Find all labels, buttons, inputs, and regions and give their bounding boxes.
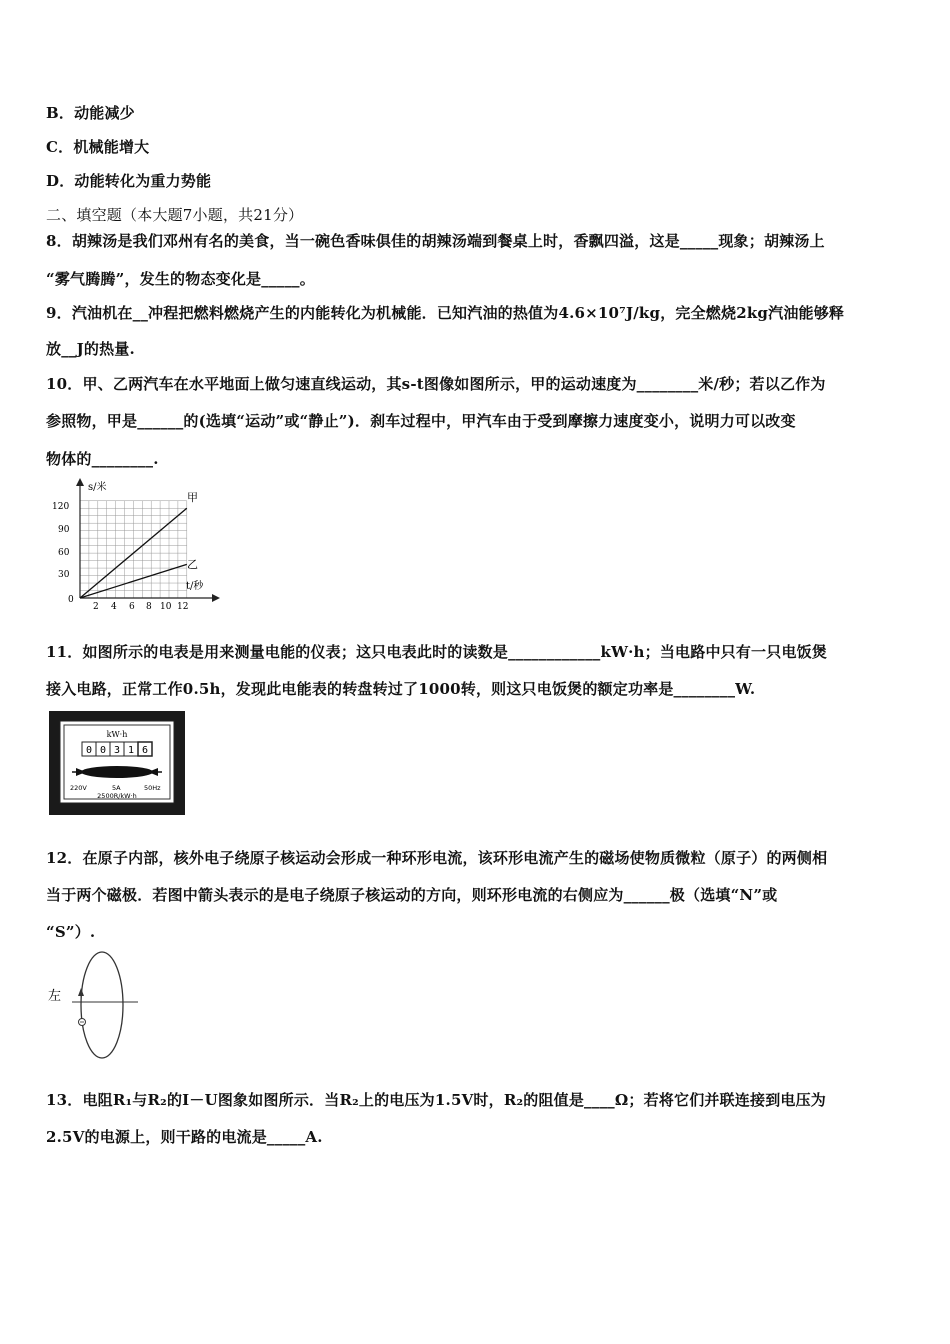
y-axis-arrow (76, 478, 84, 486)
meter-counter (82, 742, 152, 756)
meter-digit: 0 (99, 745, 107, 756)
question-12-line-3: “S”）. (46, 923, 96, 941)
meter-digit: 0 (85, 745, 93, 756)
section-heading: 二、填空题（本大题7小题，共21分） (46, 206, 304, 224)
x-axis-arrow (212, 594, 220, 602)
question-13-line-2: 2.5V的电源上，则干路的电流是_____A. (46, 1128, 323, 1146)
meter-current: 5A (112, 784, 121, 792)
question-10-line-2: 参照物，甲是______的(选填“运动”或“静止”)．刹车过程中，甲汽车由于受到摩擦力速度变小，说明力可以改变 (46, 412, 796, 430)
x-tick-label: 4 (111, 602, 117, 612)
question-12-line-2: 当于两个磁极．若图中箭头表示的是电子绕原子核运动的方向，则环形电流的右侧应为______极（选填“N”或 (46, 886, 778, 904)
x-tick-label: 12 (177, 602, 189, 612)
option-c: C．机械能增大 (46, 138, 150, 156)
x-axis-label: t/秒 (186, 581, 204, 592)
question-12-line-1: 12．在原子内部，核外电子绕原子核运动会形成一种环形电流，该环形电流产生的磁场使物质微粒（原子）的两侧相 (46, 849, 828, 867)
st-graph (52, 476, 222, 612)
question-8-line-1: 8．胡辣汤是我们邓州有名的美食，当一碗色香味俱佳的胡辣汤端到餐桌上时，香飘四溢，这是_____现象；胡辣汤上 (46, 232, 825, 250)
meter-constant: 2500R/kW·h (97, 792, 137, 800)
option-d: D．动能转化为重力势能 (46, 172, 212, 190)
meter-digit: 3 (113, 745, 121, 756)
x-tick-label: 6 (129, 602, 135, 612)
electron-orbit (81, 952, 123, 1058)
meter-voltage: 220V (70, 784, 87, 792)
question-8-line-2: “雾气腾腾”，发生的物态变化是_____。 (46, 270, 315, 288)
atom-ring-figure (44, 948, 144, 1064)
option-b: B．动能减少 (46, 104, 135, 122)
line-b-label: 乙 (187, 558, 198, 571)
origin-label: 0 (68, 595, 74, 605)
y-tick-label: 120 (52, 502, 70, 512)
y-tick-label: 90 (58, 525, 70, 535)
direction-arrow-icon (78, 988, 84, 996)
question-11-line-2: 接入电路，正常工作0.5h，发现此电能表的转盘转过了1000转，则这只电饭煲的额定功率是________W. (46, 680, 756, 698)
meter-digit: 6 (141, 745, 149, 756)
question-9-line-2: 放__J的热量. (46, 340, 135, 358)
x-tick-label: 10 (160, 602, 172, 612)
line-a-label: 甲 (187, 491, 198, 504)
meter-unit: kW·h (106, 730, 128, 739)
meter-frequency: 50Hz (144, 784, 161, 792)
question-10-line-1: 10．甲、乙两汽车在水平地面上做匀速直线运动，其s-t图像如图所示，甲的运动速度为________米/秒；若以乙作为 (46, 375, 826, 393)
left-label: 左 (48, 989, 62, 1004)
y-tick-label: 60 (58, 548, 70, 558)
x-tick-label: 2 (93, 602, 99, 612)
question-11-line-1: 11．如图所示的电表是用来测量电能的仪表；这只电表此时的读数是____________kW·h；当电路中只有一只电饭煲 (46, 643, 828, 661)
question-10-line-3: 物体的________. (46, 450, 159, 468)
y-axis-label: s/米 (88, 482, 107, 493)
question-13-line-1: 13．电阻R₁与R₂的I－U图象如图所示．当R₂上的电压为1.5V时，R₂的阻值是____Ω；若将它们并联连接到电压为 (46, 1091, 827, 1109)
question-9-line-1: 9．汽油机在__冲程把燃料燃烧产生的内能转化为机械能．已知汽油的热值为4.6×10⁷J/kg，完全燃烧2kg汽油能够释 (46, 304, 845, 322)
y-tick-label: 30 (58, 570, 70, 580)
meter-digit: 1 (127, 745, 135, 756)
graph-grid (80, 501, 187, 598)
x-tick-label: 8 (146, 602, 152, 612)
electric-meter (48, 710, 186, 816)
